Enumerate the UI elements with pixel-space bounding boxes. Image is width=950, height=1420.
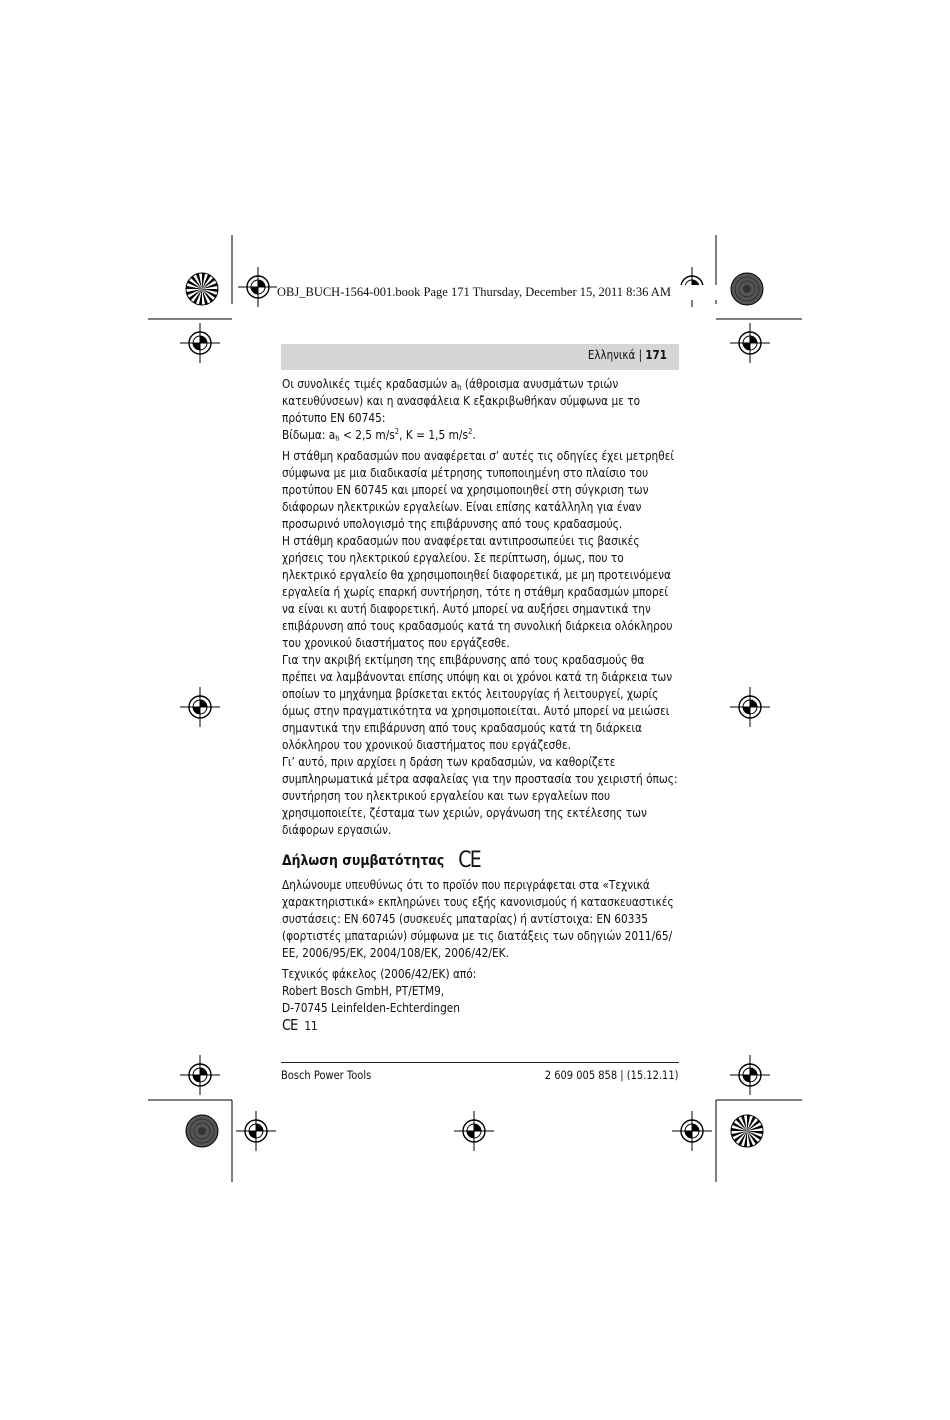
tech-file-line: Τεχνικός φάκελος (2006/42/ΕΚ) από: [282, 967, 477, 981]
header-separator: | [638, 348, 643, 362]
page-content [282, 376, 678, 1035]
ce-mark-icon: CE [458, 848, 481, 873]
footer-rule [281, 1062, 679, 1063]
company-line: Robert Bosch GmbH, PT/ETM9, [282, 984, 445, 998]
page-header [588, 348, 667, 362]
footer-doc-number: 2 609 005 858 | (15.12.11) [545, 1068, 679, 1082]
vibration-estimation-paragraph: Για την ακριβή εκτίμηση της επιβάρυνσης από τους κραδασμούς θα πρέπει να λαμβάνονται επίσης υπόψη και οι χρόνοι κατά τη διάρκεια των οποίων το μηχάνημα βρίσκεται εκτός λειτουργίας ή λειτουργεί, χωρίς όμως στην πραγματικότητα να χρησιμοποιείται. Αυτό μπορεί να μειώσει σημαντικά την επιβάρυνση από τους κραδασμούς κατά τη διάρκεια ολόκληρου του χρονικού διαστήματος που εργάζεσθε. [282, 653, 673, 752]
vibration-value-line: Βίδωμα: $a_h < 2,5$ $m/s^2$, K = 1,5 $m/s^2$. [282, 427, 476, 443]
address-line: D-70745 Leinfelden-Echterdingen [282, 1001, 461, 1015]
vibration-total-paragraph: Οι συνολικές τιμές κραδασμών $a_h$ (άθροισμα ανυσμάτων τριών κατευθύνσεων) και η ανασφάλεια K εξακριβωθήκαν σύμφωνα με το πρότυπο EN 60745: [282, 377, 641, 425]
footer-brand: Bosch Power Tools [281, 1068, 372, 1082]
vibration-level-paragraph: Η στάθμη κραδασμών που αναφέρεται σ’ αυτές τις οδηγίες έχει μετρηθεί σύμφωνα με μια διαδικασία μέτρησης τυποποιημένη στο πλαίσιο του προτύπου EN 60745 και μπορεί να χρησιμοποιηθεί στη σύγκριση των διάφορων ηλεκτρικών εργαλείων. Είναι επίσης κατάλληλη για έναν προσωρινό υπολογισμό της επιβάρυνσης από τους κραδασμούς. [282, 449, 675, 531]
ce-year-row [282, 1017, 678, 1035]
conformity-heading-row [282, 849, 678, 873]
header-language: Ελληνικά [587, 348, 636, 362]
page-number: 171 [645, 348, 667, 362]
safety-measures-paragraph: Γι’ αυτό, πριν αρχίσει η δράση των κραδασμών, να καθορίζετε συμπληρωματικά μέτρα ασφαλείας για την προστασία του χειριστή όπως: συντήρηση του ηλεκτρικού εργαλείου και των εργαλείων που χρησιμοποιείτε, ζέσταμα των χεριών, οργάνωση της εκτέλεσης των διάφορων εργασιών. [282, 755, 678, 837]
conformity-text: Δηλώνουμε υπευθύνως ότι το προϊόν που περιγράφεται στα «Τεχνικά χαρακτηριστικά» εκπληρώνει τους εξής κανονισμούς ή κατασκευαστικές συστάσεις: EN 60745 (συσκευές μπαταρίας) ή αντίστοιχα: EN 60335 (φορτιστές μπαταριών) σύμφωνα με τις διατάξεις των οδηγιών 2011/65/ΕΕ, 2006/95/ΕΚ, 2004/108/ΕΚ, 2006/42/ΕΚ. [282, 878, 674, 960]
conformity-heading: Δήλωση συμβατότητας [282, 853, 445, 869]
print-slug-line: OBJ_BUCH-1564-001.book Page 171 Thursday, December 15, 2011 8:36 AM [277, 285, 717, 300]
page-header-bar [281, 344, 679, 370]
ce-year: 11 [304, 1019, 318, 1033]
ce-small-icon: CE [282, 1016, 298, 1034]
vibration-usage-paragraph: Η στάθμη κραδασμών που αναφέρεται αντιπροσωπεύει τις βασικές χρήσεις του ηλεκτρικού εργαλείου. Σε περίπτωση, όμως, που το ηλεκτρικό εργαλείο θα χρησιμοποιηθεί διαφορετικά, με μη προτεινόμενα εργαλεία ή χωρίς επαρκή συντήρηση, τότε η στάθμη κραδασμών μπορεί να είναι κι αυτή διαφορετική. Αυτό μπορεί να αυξήσει σημαντικά την επιβάρυνση από τους κραδασμούς κατά τη συνολική διάρκεια ολόκληρου του χρονικού διαστήματος που εργάζεσθε. [282, 534, 673, 650]
